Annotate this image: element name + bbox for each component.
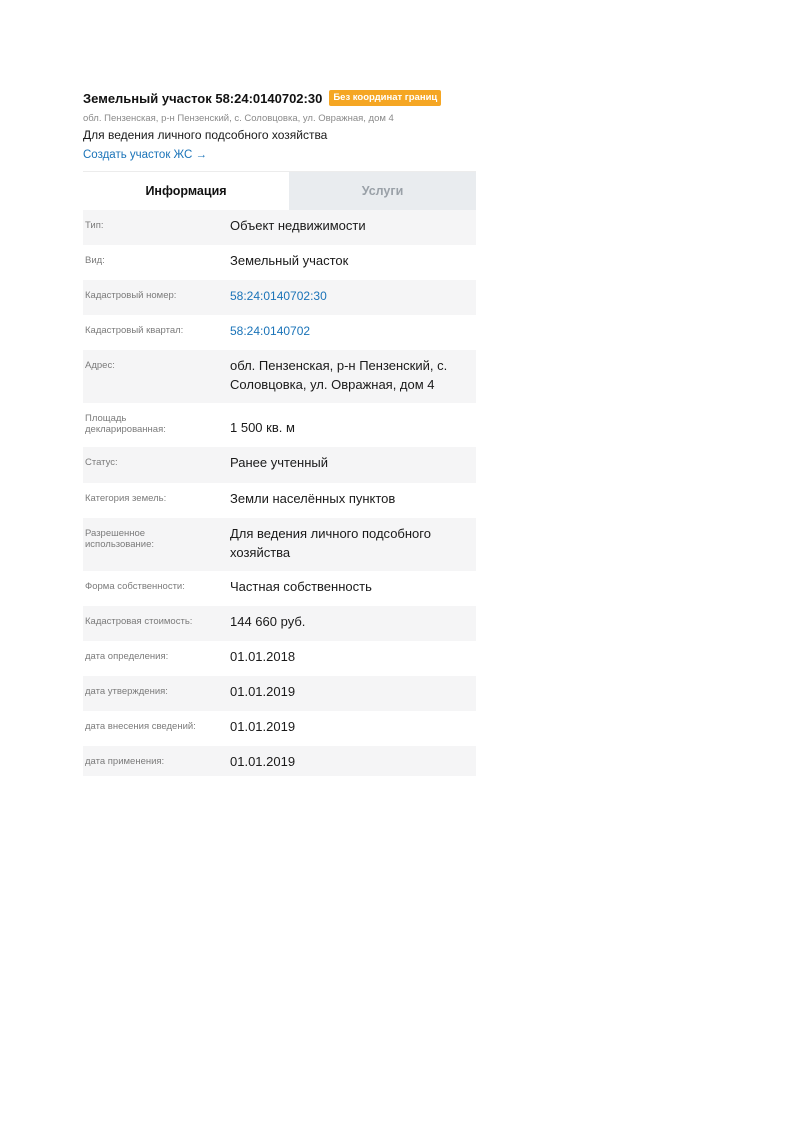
no-boundary-coordinates-badge: Без координат границ xyxy=(329,90,441,106)
row-value: 01.01.2019 xyxy=(230,684,296,699)
row-entry-date xyxy=(83,711,476,746)
row-label: дата определения: xyxy=(85,651,169,662)
row-cadastral-value xyxy=(83,606,476,641)
create-plot-link[interactable]: Создать участок ЖС → xyxy=(83,149,208,161)
row-land-category xyxy=(83,483,476,518)
row-value: Для ведения личного подсобного хозяйства xyxy=(230,526,431,560)
tab-information[interactable]: Информация xyxy=(83,172,289,210)
row-declared-area xyxy=(83,403,476,447)
row-label: Кадастровый квартал: xyxy=(85,325,184,336)
address-subtitle: обл. Пензенская, р-н Пензенский, с. Соловцовка, ул. Овражная, дом 4 xyxy=(83,113,394,124)
row-label: Вид: xyxy=(85,255,105,266)
row-cadastral-number xyxy=(83,280,476,315)
info-table xyxy=(83,210,476,776)
row-value: 144 660 руб. xyxy=(230,614,306,629)
row-value: 01.01.2019 xyxy=(230,754,296,769)
title-row xyxy=(83,88,476,108)
row-label: Статус: xyxy=(85,457,118,468)
row-type xyxy=(83,210,476,245)
row-label: Кадастровый номер: xyxy=(85,290,177,301)
row-value: Земли населённых пунктов xyxy=(230,491,396,506)
row-approval-date xyxy=(83,676,476,711)
row-label: Площадь декларированная: xyxy=(85,413,166,435)
row-label: Адрес: xyxy=(85,360,115,371)
row-label: Категория земель: xyxy=(85,493,167,504)
tab-services[interactable]: Услуги xyxy=(289,172,476,210)
cadastral-quarter-link[interactable]: 58:24:0140702 xyxy=(230,324,311,338)
row-kind xyxy=(83,245,476,280)
cadastral-number-link[interactable]: 58:24:0140702:30 xyxy=(230,289,327,303)
row-determination-date xyxy=(83,641,476,676)
row-label: Разрешенное использование: xyxy=(85,528,155,550)
row-application-date xyxy=(83,746,476,776)
row-label: Кадастровая стоимость: xyxy=(85,616,193,627)
row-value: Частная собственность xyxy=(230,579,372,594)
row-label: Тип: xyxy=(85,220,104,231)
page-title: Земельный участок 58:24:0140702:30 xyxy=(83,90,323,106)
row-value: Объект недвижимости xyxy=(230,218,366,233)
row-label: дата применения: xyxy=(85,756,165,767)
row-value: 1 500 кв. м xyxy=(230,420,295,435)
row-label: дата утверждения: xyxy=(85,686,168,697)
row-status xyxy=(83,447,476,483)
row-address xyxy=(83,350,476,403)
row-value: Ранее учтенный xyxy=(230,455,328,470)
row-label: Форма собственности: xyxy=(85,581,185,592)
row-cadastral-quarter xyxy=(83,315,476,350)
row-value: Земельный участок xyxy=(230,253,349,268)
row-value: 01.01.2018 xyxy=(230,649,296,664)
row-value: обл. Пензенская, р-н Пензенский, с. Соловцовка, ул. Овражная, дом 4 xyxy=(230,358,448,392)
row-permitted-use xyxy=(83,518,476,571)
row-label: дата внесения сведений: xyxy=(85,721,196,732)
row-value: 01.01.2019 xyxy=(230,719,296,734)
land-plot-card xyxy=(83,88,476,776)
tab-bar xyxy=(83,171,476,210)
row-ownership-form xyxy=(83,571,476,606)
usage-description: Для ведения личного подсобного хозяйства xyxy=(83,128,328,142)
